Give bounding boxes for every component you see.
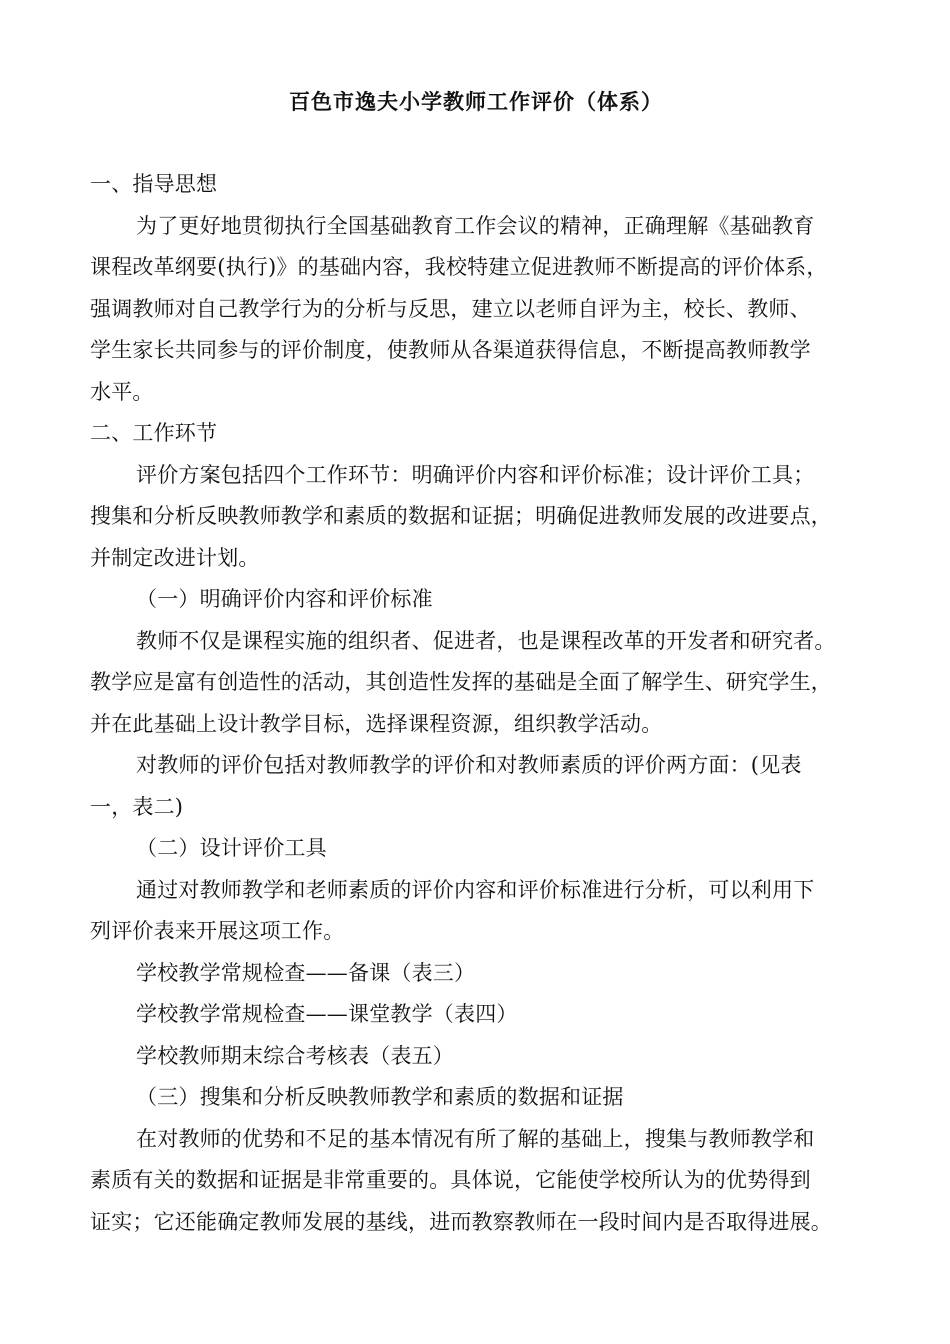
text-line: 一，表二) xyxy=(90,794,184,819)
text-line: 对教师的评价包括对教师教学的评价和对教师素质的评价两方面：(见表 xyxy=(136,753,802,777)
text-line: 并制定改进计划。 xyxy=(90,545,260,570)
text-line: 列评价表来开展这项工作。 xyxy=(90,919,345,943)
text-line: 教学应是富有创造性的活动，其创造性发挥的基础是全面了解学生、研究学生， xyxy=(90,670,832,694)
text-line: 学生家长共同参与的评价制度，使教师从各渠道获得信息，不断提高教师教学 xyxy=(90,338,811,362)
text-line: 证实；它还能确定教师发展的基线，进而教察教师在一段时间内是否取得进展。 xyxy=(90,1209,832,1234)
document-title: 百色市逸夫小学教师工作评价（体系） xyxy=(289,89,663,114)
text-line: 通过对教师教学和老师素质的评价内容和评价标准进行分析，可以利用下 xyxy=(136,877,815,902)
text-line: （三）搜集和分析反映教师教学和素质的数据和证据 xyxy=(136,1085,624,1109)
text-line: 搜集和分析反映教师教学和素质的数据和证据；明确促进教师发展的改进要点， xyxy=(90,504,832,528)
text-line: 评价方案包括四个工作环节：明确评价内容和评价标准；设计评价工具； xyxy=(136,462,815,487)
text-line: 素质有关的数据和证据是非常重要的。具体说，它能使学校所认为的优势得到 xyxy=(90,1168,811,1192)
text-line: 课程改革纲要(执行)》的基础内容，我校特建立促进教师不断提高的评价体系， xyxy=(90,255,828,279)
text-line: 并在此基础上设计教学目标，选择课程资源，组织教学活动。 xyxy=(90,711,663,736)
text-line: 为了更好地贯彻执行全国基础教育工作会议的精神，正确理解《基础教育 xyxy=(136,213,815,238)
section-heading: 一、指导思想 xyxy=(90,172,218,196)
text-line: 学校教学常规检查——备课（表三） xyxy=(136,960,476,985)
text-line: 强调教师对自己教学行为的分析与反思，建立以老师自评为主，校长、教师、 xyxy=(90,296,811,321)
text-line: 水平。 xyxy=(90,379,154,404)
text-line: 教师不仅是课程实施的组织者、促进者，也是课程改革的开发者和研究者。 xyxy=(136,628,836,653)
text-line: （一）明确评价内容和评价标准 xyxy=(136,587,433,611)
section-heading: 二、工作环节 xyxy=(90,421,218,445)
text-line: （二）设计评价工具 xyxy=(136,836,327,860)
text-line: 学校教学常规检查——课堂教学（表四） xyxy=(136,1002,518,1026)
text-line: 在对教师的优势和不足的基本情况有所了解的基础上，搜集与教师教学和 xyxy=(136,1126,815,1151)
document-body xyxy=(90,164,862,1243)
text-line: 学校教师期末综合考核表（表五） xyxy=(136,1043,454,1068)
